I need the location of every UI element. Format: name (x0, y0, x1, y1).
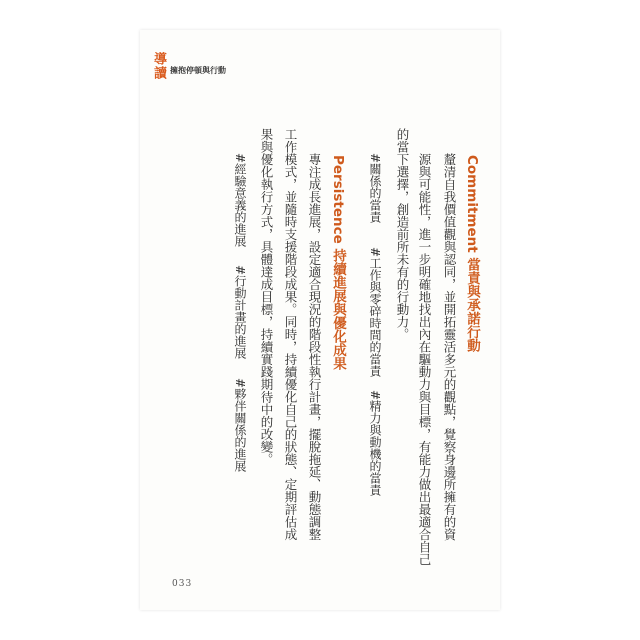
body-line: 的當下選擇，創造前所未有的行動力。 (395, 128, 410, 341)
section-heading-persistence: Persistence 持續進展與優化成果 (330, 155, 346, 370)
body-line: 工作模式，並隨時支援階段成果。同時，持續優化自己的狀態、定期評估成 (283, 128, 298, 541)
section-heading-commitment: Commitment 當責與承諾行動 (464, 155, 480, 352)
running-header-title: 擁抱停頓與行動 (170, 65, 226, 75)
page-number: 033 (172, 579, 193, 589)
hashtag: #夥伴關係的進展 (233, 378, 247, 473)
body-line: 源與可能性，進一步明確地找出內在驅動力與目標，有能力做出最適合自己 (417, 153, 432, 566)
hashtag: #行動計畫的進展 (233, 265, 247, 360)
body-line: 果與優化執行方式，具體達成目標，持續實踐期待中的改變。 (259, 128, 274, 466)
body-line: 專注成長進展，設定適合現況的階段性執行計畫，擺脫拖延、動態調整 (307, 153, 322, 541)
chapter-marker: 導讀 (151, 52, 166, 80)
hashtag: #關係的當責 (368, 153, 382, 224)
hashtag: #經驗意義的進展 (233, 153, 247, 248)
hashtag: #精力與動機的當責 (368, 390, 382, 497)
body-line: 釐清自我價值觀與認同，並開拓靈活多元的觀點，覺察身邊所擁有的資 (442, 153, 457, 541)
hashtag: #工作與零碎時間的當責 (368, 247, 382, 378)
